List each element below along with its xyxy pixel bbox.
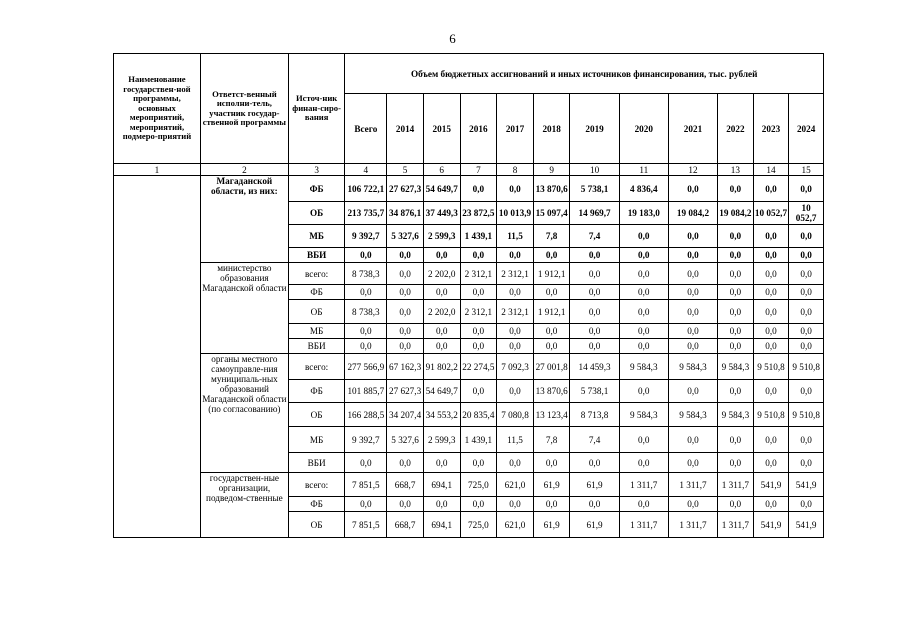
header-year: 2014 <box>387 94 424 164</box>
value-cell: 7,4 <box>570 427 619 453</box>
value-cell: 0,0 <box>753 427 789 453</box>
column-number: 12 <box>668 164 717 176</box>
value-cell: 0,0 <box>423 339 460 354</box>
header-year: 2021 <box>668 94 717 164</box>
value-cell: 19 084,2 <box>718 202 754 225</box>
value-cell: 11,5 <box>497 427 534 453</box>
value-cell: 1 311,7 <box>619 473 668 497</box>
funding-source-cell: всего: <box>288 473 345 497</box>
value-cell: 0,0 <box>789 497 824 512</box>
value-cell: 10 052,7 <box>753 202 789 225</box>
value-cell: 10 052,7 <box>789 202 824 225</box>
value-cell: 0,0 <box>668 263 717 285</box>
header-year: 2017 <box>497 94 534 164</box>
value-cell: 0,0 <box>460 285 497 300</box>
value-cell: 0,0 <box>423 453 460 473</box>
executor-cell: государствен-ные организации, подведом-ственные <box>200 473 288 538</box>
value-cell: 27 627,3 <box>387 176 424 202</box>
column-number: 15 <box>789 164 824 176</box>
header-program-name: Наименование государствен-ной программы, основных мероприятий, мероприятий, подмеро-приятий <box>114 54 201 164</box>
value-cell: 725,0 <box>460 473 497 497</box>
value-cell: 0,0 <box>789 248 824 263</box>
value-cell: 0,0 <box>619 497 668 512</box>
value-cell: 0,0 <box>718 453 754 473</box>
value-cell: 11,5 <box>497 225 534 248</box>
value-cell: 0,0 <box>718 339 754 354</box>
value-cell: 106 722,1 <box>345 176 387 202</box>
value-cell: 0,0 <box>497 380 534 403</box>
header-year: 2019 <box>570 94 619 164</box>
value-cell: 0,0 <box>533 285 570 300</box>
header-year: 2023 <box>753 94 789 164</box>
value-cell: 0,0 <box>668 380 717 403</box>
value-cell: 1 912,1 <box>533 263 570 285</box>
executor-cell: Магаданской области, из них: <box>200 176 288 263</box>
value-cell: 541,9 <box>753 473 789 497</box>
value-cell: 1 311,7 <box>718 473 754 497</box>
value-cell: 725,0 <box>460 512 497 538</box>
value-cell: 23 872,5 <box>460 202 497 225</box>
header-funding-source: Источ-ник финан-сиро-вания <box>288 54 345 164</box>
value-cell: 0,0 <box>570 339 619 354</box>
value-cell: 2 599,3 <box>423 225 460 248</box>
value-cell: 0,0 <box>753 263 789 285</box>
value-cell: 0,0 <box>668 225 717 248</box>
value-cell: 0,0 <box>460 339 497 354</box>
value-cell: 0,0 <box>789 300 824 324</box>
funding-source-cell: ФБ <box>288 176 345 202</box>
value-cell: 0,0 <box>718 427 754 453</box>
value-cell: 541,9 <box>789 473 824 497</box>
value-cell: 1 912,1 <box>533 300 570 324</box>
column-number: 7 <box>460 164 497 176</box>
value-cell: 1 439,1 <box>460 225 497 248</box>
value-cell: 9 584,3 <box>668 403 717 427</box>
value-cell: 0,0 <box>497 248 534 263</box>
value-cell: 2 312,1 <box>460 263 497 285</box>
value-cell: 694,1 <box>423 473 460 497</box>
value-cell: 0,0 <box>387 285 424 300</box>
program-name-cell <box>114 176 201 538</box>
value-cell: 9 510,8 <box>753 403 789 427</box>
value-cell: 1 311,7 <box>668 512 717 538</box>
table-row <box>114 473 824 497</box>
value-cell: 0,0 <box>570 248 619 263</box>
value-cell: 0,0 <box>460 497 497 512</box>
value-cell: 668,7 <box>387 473 424 497</box>
value-cell: 0,0 <box>718 497 754 512</box>
value-cell: 8 738,3 <box>345 263 387 285</box>
column-number: 1 <box>114 164 201 176</box>
value-cell: 0,0 <box>423 497 460 512</box>
header-year: Всего <box>345 94 387 164</box>
value-cell: 0,0 <box>668 453 717 473</box>
value-cell: 0,0 <box>753 497 789 512</box>
value-cell: 2 312,1 <box>460 300 497 324</box>
value-cell: 0,0 <box>345 324 387 339</box>
value-cell: 7,4 <box>570 225 619 248</box>
value-cell: 61,9 <box>570 512 619 538</box>
value-cell: 0,0 <box>570 285 619 300</box>
value-cell: 0,0 <box>423 248 460 263</box>
value-cell: 0,0 <box>619 453 668 473</box>
value-cell: 0,0 <box>345 248 387 263</box>
value-cell: 5 327,6 <box>387 225 424 248</box>
value-cell: 0,0 <box>668 300 717 324</box>
funding-source-cell: ОБ <box>288 202 345 225</box>
value-cell: 9 510,8 <box>753 354 789 380</box>
value-cell: 9 584,3 <box>718 403 754 427</box>
value-cell: 0,0 <box>619 225 668 248</box>
value-cell: 13 870,6 <box>533 380 570 403</box>
value-cell: 0,0 <box>753 248 789 263</box>
column-number: 14 <box>753 164 789 176</box>
column-number: 11 <box>619 164 668 176</box>
value-cell: 13 123,4 <box>533 403 570 427</box>
value-cell: 27 001,8 <box>533 354 570 380</box>
value-cell: 0,0 <box>619 248 668 263</box>
value-cell: 1 311,7 <box>718 512 754 538</box>
value-cell: 0,0 <box>497 324 534 339</box>
column-number: 3 <box>288 164 345 176</box>
value-cell: 0,0 <box>718 285 754 300</box>
value-cell: 8 713,8 <box>570 403 619 427</box>
column-number: 6 <box>423 164 460 176</box>
value-cell: 0,0 <box>718 176 754 202</box>
value-cell: 2 312,1 <box>497 300 534 324</box>
value-cell: 2 202,0 <box>423 263 460 285</box>
value-cell: 0,0 <box>387 300 424 324</box>
value-cell: 0,0 <box>387 497 424 512</box>
value-cell: 0,0 <box>619 285 668 300</box>
column-number: 4 <box>345 164 387 176</box>
column-number: 2 <box>200 164 288 176</box>
value-cell: 5 738,1 <box>570 380 619 403</box>
value-cell: 0,0 <box>789 427 824 453</box>
value-cell: 0,0 <box>533 339 570 354</box>
table-row <box>114 354 824 380</box>
value-cell: 0,0 <box>668 427 717 453</box>
value-cell: 9 510,8 <box>789 354 824 380</box>
value-cell: 621,0 <box>497 512 534 538</box>
funding-source-cell: ФБ <box>288 285 345 300</box>
value-cell: 0,0 <box>753 285 789 300</box>
value-cell: 0,0 <box>345 497 387 512</box>
header-year: 2018 <box>533 94 570 164</box>
header-year: 2022 <box>718 94 754 164</box>
value-cell: 9 584,3 <box>619 403 668 427</box>
value-cell: 9 584,3 <box>619 354 668 380</box>
value-cell: 2 312,1 <box>497 263 534 285</box>
value-cell: 0,0 <box>668 497 717 512</box>
value-cell: 7 851,5 <box>345 473 387 497</box>
value-cell: 61,9 <box>570 473 619 497</box>
funding-source-cell: ФБ <box>288 380 345 403</box>
value-cell: 7,8 <box>533 427 570 453</box>
value-cell: 54 649,7 <box>423 176 460 202</box>
value-cell: 0,0 <box>497 497 534 512</box>
funding-source-cell: ВБИ <box>288 339 345 354</box>
value-cell: 7 092,3 <box>497 354 534 380</box>
header-year: 2015 <box>423 94 460 164</box>
value-cell: 54 649,7 <box>423 380 460 403</box>
value-cell: 4 836,4 <box>619 176 668 202</box>
value-cell: 37 449,3 <box>423 202 460 225</box>
value-cell: 0,0 <box>789 285 824 300</box>
value-cell: 0,0 <box>533 248 570 263</box>
value-cell: 0,0 <box>387 263 424 285</box>
value-cell: 0,0 <box>345 339 387 354</box>
value-cell: 7 851,5 <box>345 512 387 538</box>
funding-source-cell: МБ <box>288 225 345 248</box>
value-cell: 0,0 <box>753 225 789 248</box>
column-number: 5 <box>387 164 424 176</box>
header-budget-volume: Объем бюджетных ассигнований и иных источников финансирования, тыс. рублей <box>345 54 824 94</box>
value-cell: 0,0 <box>497 453 534 473</box>
funding-source-cell: МБ <box>288 427 345 453</box>
value-cell: 0,0 <box>460 453 497 473</box>
value-cell: 541,9 <box>753 512 789 538</box>
value-cell: 0,0 <box>789 176 824 202</box>
value-cell: 9 510,8 <box>789 403 824 427</box>
value-cell: 0,0 <box>789 225 824 248</box>
value-cell: 34 876,1 <box>387 202 424 225</box>
funding-source-cell: ВБИ <box>288 248 345 263</box>
value-cell: 0,0 <box>497 285 534 300</box>
value-cell: 7 080,8 <box>497 403 534 427</box>
value-cell: 27 627,3 <box>387 380 424 403</box>
value-cell: 0,0 <box>570 263 619 285</box>
value-cell: 0,0 <box>753 300 789 324</box>
value-cell: 0,0 <box>497 176 534 202</box>
value-cell: 0,0 <box>753 380 789 403</box>
header-executor: Ответст-венный исполни-тель, участник государ-ственной программы <box>200 54 288 164</box>
value-cell: 0,0 <box>570 324 619 339</box>
value-cell: 91 802,2 <box>423 354 460 380</box>
value-cell: 0,0 <box>345 453 387 473</box>
funding-source-cell: ОБ <box>288 300 345 324</box>
value-cell: 61,9 <box>533 473 570 497</box>
value-cell: 2 599,3 <box>423 427 460 453</box>
value-cell: 668,7 <box>387 512 424 538</box>
value-cell: 0,0 <box>423 324 460 339</box>
funding-source-cell: ОБ <box>288 403 345 427</box>
value-cell: 0,0 <box>668 176 717 202</box>
value-cell: 694,1 <box>423 512 460 538</box>
value-cell: 0,0 <box>460 248 497 263</box>
value-cell: 14 459,3 <box>570 354 619 380</box>
value-cell: 0,0 <box>619 427 668 453</box>
value-cell: 0,0 <box>718 380 754 403</box>
value-cell: 0,0 <box>619 263 668 285</box>
budget-allocation-table <box>113 53 824 538</box>
value-cell: 0,0 <box>619 324 668 339</box>
value-cell: 0,0 <box>460 324 497 339</box>
value-cell: 277 566,9 <box>345 354 387 380</box>
value-cell: 0,0 <box>533 497 570 512</box>
value-cell: 10 013,9 <box>497 202 534 225</box>
column-number: 13 <box>718 164 754 176</box>
funding-source-cell: всего: <box>288 354 345 380</box>
value-cell: 0,0 <box>753 453 789 473</box>
value-cell: 0,0 <box>718 324 754 339</box>
value-cell: 15 097,4 <box>533 202 570 225</box>
header-year: 2020 <box>619 94 668 164</box>
header-year: 2024 <box>789 94 824 164</box>
value-cell: 0,0 <box>718 263 754 285</box>
value-cell: 1 439,1 <box>460 427 497 453</box>
value-cell: 0,0 <box>668 285 717 300</box>
executor-cell: министерство образования Магаданской области <box>200 263 288 354</box>
value-cell: 0,0 <box>570 453 619 473</box>
value-cell: 0,0 <box>570 300 619 324</box>
value-cell: 0,0 <box>619 300 668 324</box>
value-cell: 1 311,7 <box>668 473 717 497</box>
value-cell: 0,0 <box>619 380 668 403</box>
value-cell: 0,0 <box>789 453 824 473</box>
value-cell: 5 327,6 <box>387 427 424 453</box>
value-cell: 0,0 <box>619 339 668 354</box>
value-cell: 0,0 <box>460 380 497 403</box>
value-cell: 0,0 <box>345 285 387 300</box>
funding-source-cell: ВБИ <box>288 453 345 473</box>
value-cell: 0,0 <box>718 248 754 263</box>
value-cell: 0,0 <box>668 248 717 263</box>
page-number: 6 <box>449 31 456 46</box>
value-cell: 0,0 <box>387 324 424 339</box>
value-cell: 0,0 <box>423 285 460 300</box>
table-row <box>114 176 824 202</box>
value-cell: 0,0 <box>387 453 424 473</box>
value-cell: 61,9 <box>533 512 570 538</box>
value-cell: 0,0 <box>533 324 570 339</box>
value-cell: 9 584,3 <box>718 354 754 380</box>
value-cell: 20 835,4 <box>460 403 497 427</box>
value-cell: 19 084,2 <box>668 202 717 225</box>
value-cell: 9 392,7 <box>345 225 387 248</box>
value-cell: 0,0 <box>753 339 789 354</box>
value-cell: 0,0 <box>570 497 619 512</box>
value-cell: 0,0 <box>753 176 789 202</box>
funding-source-cell: всего: <box>288 263 345 285</box>
value-cell: 34 207,4 <box>387 403 424 427</box>
value-cell: 8 738,3 <box>345 300 387 324</box>
value-cell: 0,0 <box>789 380 824 403</box>
value-cell: 541,9 <box>789 512 824 538</box>
funding-source-cell: ОБ <box>288 512 345 538</box>
value-cell: 22 274,5 <box>460 354 497 380</box>
value-cell: 0,0 <box>668 324 717 339</box>
value-cell: 67 162,3 <box>387 354 424 380</box>
value-cell: 213 735,7 <box>345 202 387 225</box>
value-cell: 13 870,6 <box>533 176 570 202</box>
value-cell: 2 202,0 <box>423 300 460 324</box>
value-cell: 0,0 <box>789 324 824 339</box>
funding-source-cell: МБ <box>288 324 345 339</box>
value-cell: 34 553,2 <box>423 403 460 427</box>
value-cell: 0,0 <box>718 300 754 324</box>
value-cell: 14 969,7 <box>570 202 619 225</box>
column-number: 8 <box>497 164 534 176</box>
value-cell: 0,0 <box>668 339 717 354</box>
value-cell: 9 584,3 <box>668 354 717 380</box>
value-cell: 9 392,7 <box>345 427 387 453</box>
header-year: 2016 <box>460 94 497 164</box>
value-cell: 0,0 <box>387 248 424 263</box>
table-row <box>114 263 824 285</box>
column-number: 10 <box>570 164 619 176</box>
value-cell: 0,0 <box>718 225 754 248</box>
value-cell: 166 288,5 <box>345 403 387 427</box>
value-cell: 0,0 <box>789 263 824 285</box>
value-cell: 5 738,1 <box>570 176 619 202</box>
value-cell: 0,0 <box>789 339 824 354</box>
value-cell: 0,0 <box>460 176 497 202</box>
value-cell: 0,0 <box>753 324 789 339</box>
value-cell: 0,0 <box>533 453 570 473</box>
executor-cell: органы местного самоуправле-ния муниципаль-ных образований Магаданской области (по согласованию) <box>200 354 288 473</box>
value-cell: 1 311,7 <box>619 512 668 538</box>
value-cell: 621,0 <box>497 473 534 497</box>
value-cell: 7,8 <box>533 225 570 248</box>
column-number: 9 <box>533 164 570 176</box>
value-cell: 0,0 <box>497 339 534 354</box>
value-cell: 101 885,7 <box>345 380 387 403</box>
value-cell: 19 183,0 <box>619 202 668 225</box>
funding-source-cell: ФБ <box>288 497 345 512</box>
value-cell: 0,0 <box>387 339 424 354</box>
